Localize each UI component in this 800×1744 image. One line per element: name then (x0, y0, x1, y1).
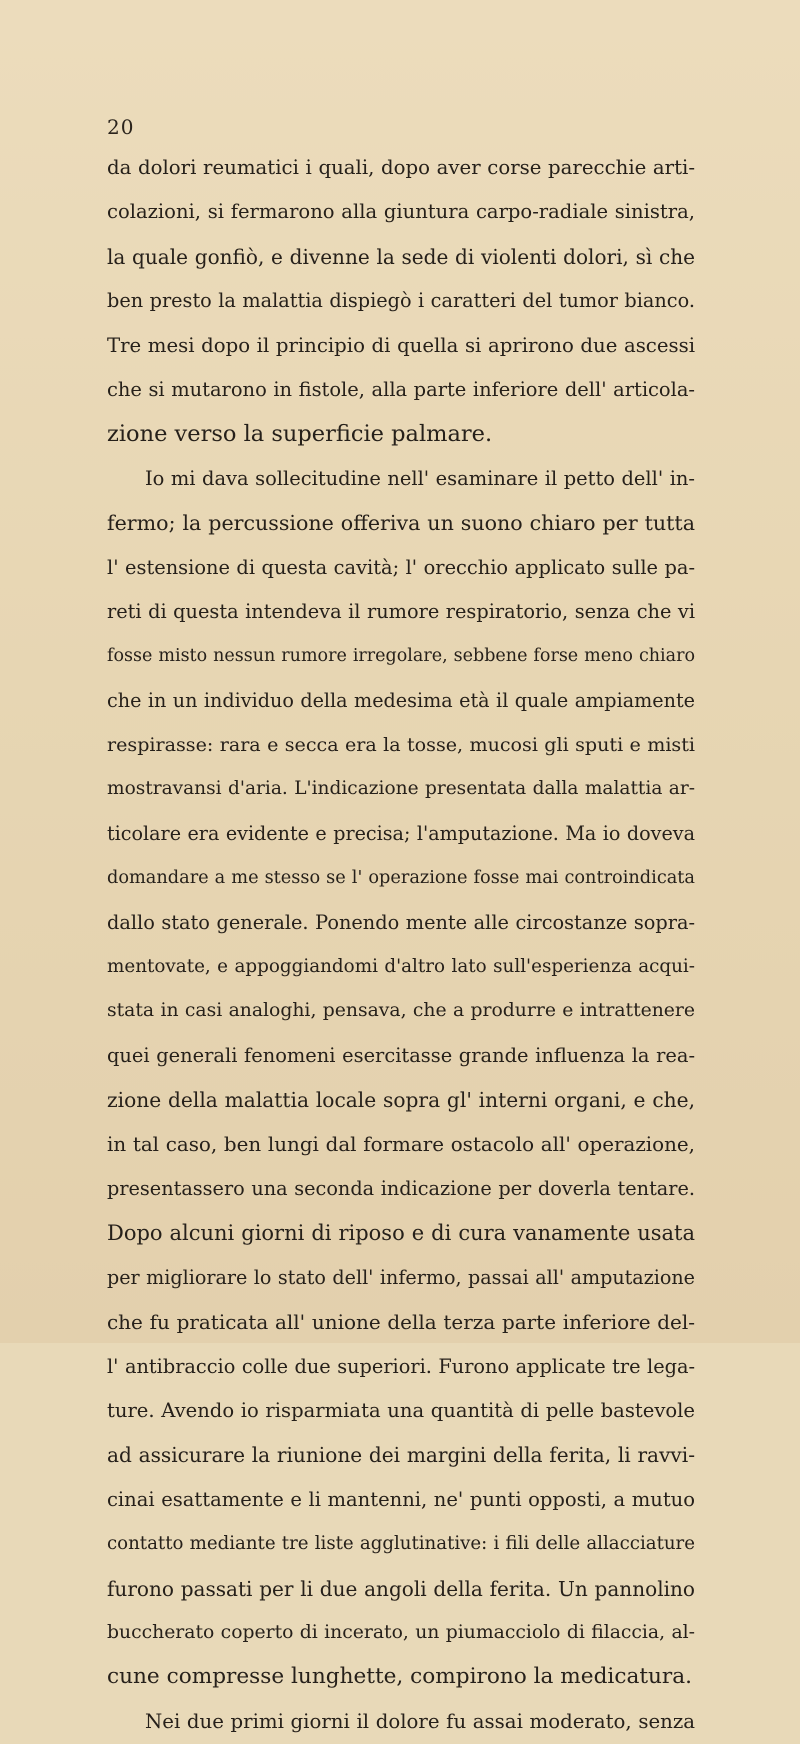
text-line: colazioni, si fermarono alla giuntura carpo-radiale sinistra, (107, 200, 695, 224)
text-line: per migliorare lo stato dell' infermo, passai all' amputazione (107, 1265, 695, 1289)
text-line: Tre mesi dopo il principio di quella si aprirono due ascessi (107, 333, 695, 357)
text-line: furono passati per li due angoli della ferita. Un pannolino (107, 1576, 695, 1601)
text-line: Nei due primi giorni il dolore fu assai moderato, senza (145, 1709, 695, 1733)
text-line: stata in casi analoghi, pensava, che a produrre e intrattenere (107, 1000, 695, 1022)
body-text (107, 146, 695, 1744)
text-line: respirasse: rara e secca era la tosse, mucosi gli sputi e misti (107, 733, 695, 757)
text-line: domandare a me stesso se l' operazione fosse mai controindicata (107, 868, 695, 889)
text-line: quei generali fenomeni esercitasse grande influenza la rea- (107, 1043, 695, 1067)
page-number: 20 (107, 115, 135, 139)
text-line: cune compresse lunghette, compirono la medicatura. (107, 1664, 693, 1690)
text-line: cinai esattamente e li mantenni, ne' punti opposti, a mutuo (107, 1487, 695, 1511)
text-line: che fu praticata all' unione della terza parte inferiore del- (107, 1310, 695, 1335)
text-line: presentassero una seconda indicazione per doverla tentare. (107, 1176, 695, 1200)
text-line: in tal caso, ben lungi dal formare ostacolo all' operazione, (107, 1132, 695, 1156)
text-line: fermo; la percussione offeriva un suono chiaro per tutta (107, 511, 695, 536)
text-line: ture. Avendo io risparmiata una quantità di pelle bastevole (107, 1398, 695, 1422)
text-line: buccherato coperto di incerato, un piumacciolo di filaccia, al- (107, 1621, 695, 1643)
text-line: mentovate, e appoggiandomi d'altro lato sull'esperienza acqui- (107, 956, 695, 978)
text-line: la quale gonfiò, e divenne la sede di violenti dolori, sì che (107, 244, 695, 269)
text-line: ticolare era evidente e precisa; l'amputazione. Ma io doveva (107, 821, 695, 845)
text-line: dallo stato generale. Ponendo mente alle circostanze sopra- (107, 910, 695, 934)
text-line: zione verso la superficie palmare. (107, 421, 493, 448)
text-line: ad assicurare la riunione dei margini della ferita, li ravvi- (107, 1443, 695, 1468)
text-line: l' antibraccio colle due superiori. Furono applicate tre lega- (107, 1354, 695, 1378)
text-line: Io mi dava sollecitudine nell' esaminare il petto dell' in- (145, 466, 695, 490)
text-line: reti di questa intendeva il rumore respiratorio, senza che vi (107, 599, 695, 623)
text-line: che in un individuo della medesima età il quale ampiamente (107, 688, 695, 712)
text-line: ben presto la malattia dispiegò i caratteri del tumor bianco. (107, 289, 695, 313)
text-line: fosse misto nessun rumore irregolare, sebbene forse meno chiaro (107, 646, 695, 667)
text-line: contatto mediante tre liste agglutinative: i fili delle allacciature (107, 1533, 695, 1555)
text-line: mostravansi d'aria. L'indicazione presentata dalla malattia ar- (107, 778, 695, 800)
text-line: Dopo alcuni giorni di riposo e di cura vanamente usata (107, 1221, 695, 1246)
text-line: che si mutarono in fistole, alla parte inferiore dell' articola- (107, 377, 695, 401)
text-line: da dolori reumatici i quali, dopo aver corse parecchie arti- (107, 156, 695, 179)
text-line: l' estensione di questa cavità; l' orecchio applicato sulle pa- (107, 555, 695, 579)
text-line: zione della malattia locale sopra gl' interni organi, e che, (107, 1088, 695, 1113)
